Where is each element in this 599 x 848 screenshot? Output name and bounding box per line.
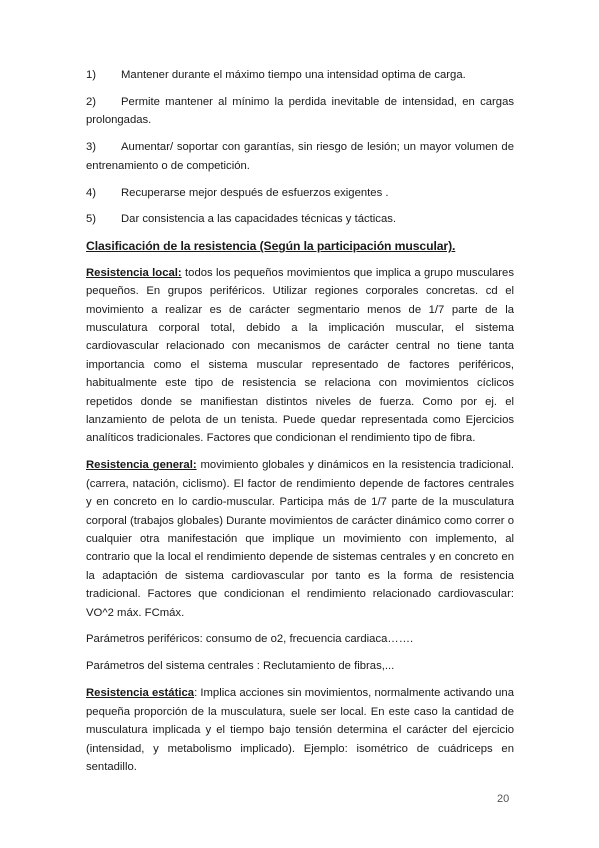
list-item [86,93,514,130]
list-item [86,66,514,84]
term-estatica: Resistencia estática [86,687,195,700]
list-item [86,210,514,228]
paragraph-text: : Implica acciones sin movimientos, normalmente activando una pequeña proporción de la musculatura, suele ser local. En este caso la cantidad de musculatura implicada y el tiempo bajo tensión determina el carácter del ejercicio (intensidad, y metabolismo implicado). Ejemplo: isométrico de cuádriceps en sentadillo. [86,687,514,773]
list-text: Recuperarse mejor después de esfuerzos exigentes . [121,186,389,199]
paragraph-general [86,456,514,622]
paragraph-perifericos: Parámetros periféricos: consumo de o2, frecuencia cardiaca……. [86,633,414,646]
page-content [86,66,514,785]
list-item [86,138,514,175]
term-local: Resistencia local: [86,266,182,279]
list-text: Aumentar/ soportar con garantías, sin riesgo de lesión; un mayor volumen de entrenamiento o de competición. [86,141,514,172]
list-number: 4) [86,186,97,199]
list-item [86,184,514,202]
paragraph-text: movimiento globales y dinámicos en la resistencia tradicional. (carrera, natación, ciclismo). El factor de rendimiento depende de factores centrales y en concreto en lo cardio-muscular. Participa más de 1/7 parte de la musculatura corporal (trabajos globales) Durante movimientos de carácter dinámico como correr o cualquier otra manifestación que implique un movimiento con implemento, al contrario que la local el rendimiento depende de sistemas centrales y en concreto en la adaptación de sistema cardiovascular por tanto es la forma de resistencia tradicional. Factores que condicionan el rendimiento relacionado cardiovascular: VO^2 máx. FCmáx. [86,459,514,619]
list-text: Mantener durante el máximo tiempo una intensidad optima de carga. [121,69,466,81]
paragraph-local [86,264,514,448]
section-heading: Clasificación de la resistencia (Según la participación muscular). [86,239,456,254]
list-number: 1) [86,69,97,81]
list-text: Permite mantener al mínimo la perdida inevitable de intensidad, en cargas prolongadas. [86,95,514,127]
page-number: 20 [497,793,510,805]
list-number: 3) [86,141,97,154]
term-general: Resistencia general: [86,459,197,472]
list-text: Dar consistencia a las capacidades técnicas y tácticas. [121,213,397,226]
list-number: 5) [86,213,97,226]
paragraph-text: todos los pequeños movimientos que implica a grupo musculares pequeños. En grupos periféricos. Utilizar regiones corporales concretas. cd el movimiento a realizar es de carácter segmentario menos de 1/7 parte de la musculatura corporal total, debido a la implicación muscular, el sistema cardiovascular relacionado con mecanismos de carácter central no tiene tanta importancia como el sistema muscular representado de factores periféricos, habitualmente este tipo de resistencia se relaciona con movimientos cíclicos repetidos donde se manifiestan distintos niveles de fuerza. Como por ej. el lanzamiento de pelota de un tenista. Puede quedar representada como Ejercicios analíticos tradicionales. Factores que condicionan el rendimiento tipo de fibra. [86,266,514,445]
list-number: 2) [86,95,97,108]
paragraph-centrales: Parámetros del sistema centrales : Reclutamiento de fibras,... [86,660,395,673]
paragraph-estatica [86,684,514,776]
